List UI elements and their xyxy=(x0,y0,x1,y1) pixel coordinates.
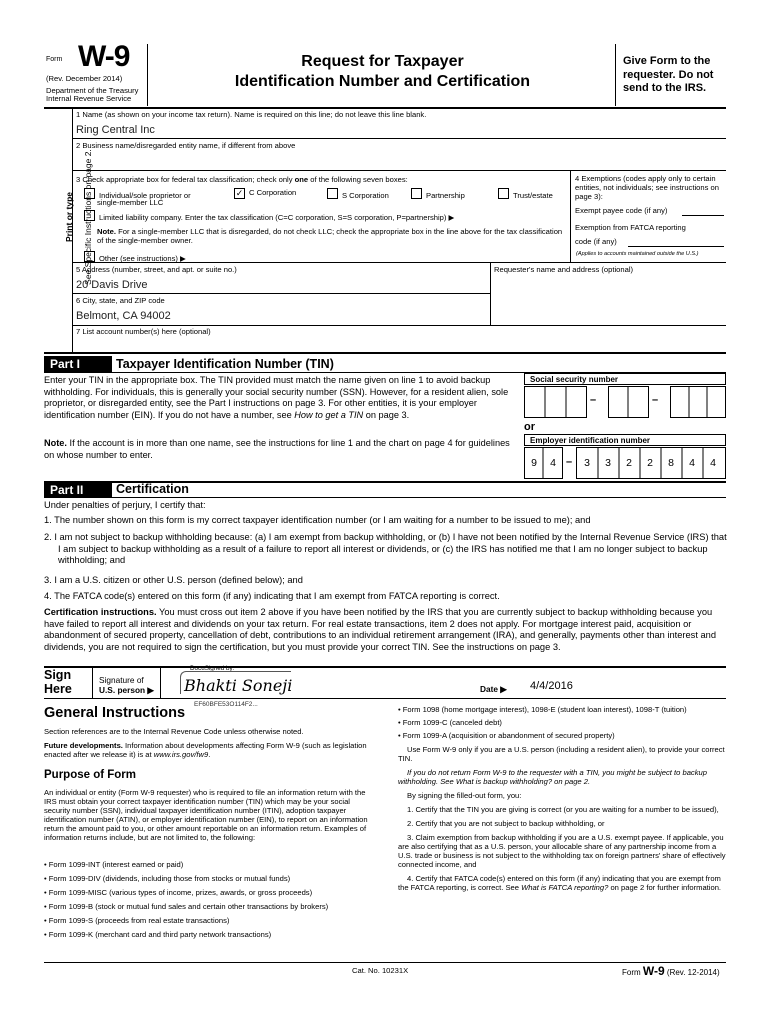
footer-form-id: Form W-9 (Rev. 12-2014) xyxy=(622,964,720,978)
c-corp-checkbox[interactable]: ✓ C Corporation xyxy=(235,188,297,198)
part2-title: Certification xyxy=(116,482,189,496)
ein-field[interactable]: 9 4 – 3 3 2 2 8 4 4 xyxy=(524,447,726,479)
line1-label: 1 Name (as shown on your income tax return). Name is required on this line; do not leave this line blank. xyxy=(76,110,427,119)
cert-item-2: 2. I am not subject to backup withholding because: (a) I am exempt from backup withholding, or (b) I have not been notified by the Internal Revenue Service (IRS) that I am subject to backup withholding as a result of a failure to report all interest or dividends, or (c) the IRS has notified me that I am no longer subject to backup withholding; and xyxy=(44,532,727,566)
envelope-id: EF60BFE53O114F2... xyxy=(194,701,258,708)
line6-label: 6 City, state, and ZIP code xyxy=(76,296,165,305)
list-item: • Form 1099-C (canceled debt) xyxy=(398,718,502,727)
reason-3: 3. Claim exemption from backup withholding if you are a U.S. exempt payee. If applicable, you are also certifying that as a U.S. person, your allocable share of any partnership income from a U.S. trade or business is not subject to the withholding tax on foreign partners' share of effectively connected income, and xyxy=(398,833,726,869)
give-form-note: Give Form to the requester. Do not send to the IRS. xyxy=(623,55,714,94)
date-field[interactable]: 4/4/2016 xyxy=(530,680,573,692)
exemptions-label: 4 Exemptions (codes apply only to certain entities, not individuals; see instructions on page 3): xyxy=(575,174,719,201)
form-revision: (Rev. December 2014) xyxy=(46,74,123,83)
ein-digit: 3 xyxy=(584,457,590,469)
list-item: • Form 1099-INT (interest earned or paid) xyxy=(44,860,184,869)
partnership-checkbox[interactable]: Partnership xyxy=(411,188,465,200)
other-checkbox[interactable]: Other (see instructions) ▶ xyxy=(84,251,186,263)
cert-item-3: 3. I am a U.S. citizen or other U.S. person (defined below); and xyxy=(44,575,303,585)
line3-label: 3 Check appropriate box for federal tax classification; check only one of the following seven boxes: xyxy=(76,175,408,184)
form-label: Form xyxy=(46,56,63,63)
general-instructions-heading: General Instructions xyxy=(44,705,186,721)
trust-estate-checkbox[interactable]: Trust/estate xyxy=(498,188,553,200)
cert-intro: Under penalties of perjury, I certify that: xyxy=(44,500,206,510)
line7-label: 7 List account number(s) here (optional) xyxy=(76,327,211,336)
reason-4: 4. Certify that FATCA code(s) entered on this form (if any) indicating that you are exempt from the FATCA reporting, is correct. See What is FATCA reporting? on page 2 for further information. xyxy=(398,874,722,892)
ein-digit: 2 xyxy=(647,457,653,469)
individual-label-2: single-member LLC xyxy=(97,198,164,207)
s-corp-checkbox[interactable]: S Corporation xyxy=(327,188,389,200)
ein-digit: 9 xyxy=(531,457,537,469)
ein-digit: 4 xyxy=(710,457,716,469)
ssn-label: Social security number xyxy=(524,373,726,385)
line5-label: 5 Address (number, street, and apt. or suite no.) xyxy=(76,265,237,274)
form-number: W-9 xyxy=(78,40,130,73)
list-item: • Form 1099-S (proceeds from real estate transactions) xyxy=(44,916,230,925)
form-list-left xyxy=(44,860,374,944)
form-title: Request for Taxpayer Identification Number and Certification xyxy=(234,53,531,90)
ein-digit: 8 xyxy=(668,457,674,469)
business-name-field[interactable] xyxy=(76,155,676,167)
date-label: Date ▶ xyxy=(480,684,507,694)
tin-instructions: Enter your TIN in the appropriate box. The TIN provided must match the name given on line 1 to avoid backup withholding. For individuals, this is generally your social security number (SSN). However, for a resident alien, sole proprietor, or disregarded entity, see the Part I instructions on page 3. For other entities, it is your employer identification number (EIN). If you do not have a number, see How to get a TIN on page 3. xyxy=(44,375,509,420)
line2-label: 2 Business name/disregarded entity name, if different from above xyxy=(76,141,296,150)
if-not-return: If you do not return Form W-9 to the requester with a TIN, you might be subject to backup withholding. See What is backup withholding? on page 2. xyxy=(398,768,707,786)
department: Department of the Treasury Internal Revenue Service xyxy=(46,86,139,103)
cert-instructions: Certification instructions. You must cross out item 2 above if you have been notified by the IRS that you are currently subject to backup withholding because you have failed to report all interest and dividends on your tax return. For real estate transactions, item 2 does not apply. For mortgage interest paid, acquisition or abandonment of secured property, cancellation of debt, contributions to an individual retirement arrangement (IRA), and generally, payments other than interest and dividends, you are not required to sign the certification, but you must provide your correct TIN. See the instructions on page 3. xyxy=(44,607,717,652)
sign-here-label: Sign Here xyxy=(44,668,72,696)
city-state-zip-field[interactable]: Belmont, CA 94002 xyxy=(76,310,171,322)
signature-label: Signature of U.S. person ▶ xyxy=(99,675,154,695)
use-form: Use Form W-9 only if you are a U.S. person (including a resident alien), to provide your correct TIN. xyxy=(398,745,725,763)
ssn-field[interactable]: – – xyxy=(524,386,726,418)
reason-1: 1. Certify that the TIN you are giving is correct (or you are waiting for a number to be issued), xyxy=(407,805,719,814)
future-developments: Future developments. Information about developments affecting Form W-9 (such as legislation enacted after we release it) is at www.irs.gov/fw9. xyxy=(44,741,367,759)
or-label: or xyxy=(524,421,535,433)
side-instructions: Print or type See Specific Instructions on page 2. xyxy=(64,149,93,285)
applies-note: (Applies to accounts maintained outside the U.S.) xyxy=(576,251,699,257)
part1-title: Taxpayer Identification Number (TIN) xyxy=(116,357,334,371)
ein-digit: 4 xyxy=(550,457,556,469)
individual-checkbox[interactable]: Individual/sole proprietor or xyxy=(84,188,191,200)
reason-2: 2. Certify that you are not subject to backup withholding, or xyxy=(407,819,605,828)
exempt-payee-label: Exempt payee code (if any) xyxy=(575,206,668,215)
list-item: • Form 1099-A (acquisition or abandonment of secured property) xyxy=(398,731,615,740)
ein-label: Employer identification number xyxy=(524,434,726,446)
form-list-right xyxy=(398,705,726,897)
ein-digit: 4 xyxy=(689,457,695,469)
address-field[interactable]: 20 Davis Drive xyxy=(76,279,148,291)
purpose-heading: Purpose of Form xyxy=(44,769,137,781)
part2-tag: Part II xyxy=(44,482,112,498)
fatca-label-2: code (if any) xyxy=(575,237,617,246)
catalog-number: Cat. No. 10231X xyxy=(352,966,409,975)
ein-digit: 3 xyxy=(605,457,611,469)
list-item: • Form 1098 (home mortgage interest), 1098-E (student loan interest), 1098-T (tuition) xyxy=(398,705,687,714)
ein-digit: 2 xyxy=(626,457,632,469)
list-item: • Form 1099-K (merchant card and third party network transactions) xyxy=(44,930,272,939)
signature-field[interactable]: Bhakti Soneji xyxy=(184,676,293,695)
list-item: • Form 1099-B (stock or mutual fund sales and certain other transactions by brokers) xyxy=(44,902,329,911)
tin-note: Note. If the account is in more than one name, see the instructions for line 1 and the chart on page 4 for guidelines on whose number to enter. xyxy=(44,438,510,460)
purpose-text: An individual or entity (Form W-9 requester) who is required to file an information return with the IRS must obtain your correct taxpayer identification number (TIN) which may be your social security number (SSN), individual taxpayer identification number (ITIN), adoption taxpayer identification number (ATIN), or employer identification number (EIN), to report on an information return the amount paid to you, or other amount reportable on an information return. Examples of information returns include, but are not limited to, the following: xyxy=(44,788,368,842)
llc-note: Note. For a single-member LLC that is disregarded, do not check LLC; check the appropriate box in the line above for the tax classification of the single-member owner. xyxy=(97,227,563,245)
list-item: • Form 1099-DIV (dividends, including those from stocks or mutual funds) xyxy=(44,874,291,883)
exempt-payee-field[interactable] xyxy=(682,215,724,216)
requester-label: Requester's name and address (optional) xyxy=(494,265,634,274)
cert-item-1: 1. The number shown on this form is my correct taxpayer identification number (or I am waiting for a number to be issued to me); and xyxy=(44,515,591,525)
cert-item-4: 4. The FATCA code(s) entered on this form (if any) indicating that I am exempt from FATCA reporting is correct. xyxy=(44,591,500,601)
docusigned-label: DocuSigned by: xyxy=(190,665,235,672)
name-field[interactable]: Ring Central Inc xyxy=(76,124,155,136)
part1-tag: Part I xyxy=(44,356,112,372)
fatca-field[interactable] xyxy=(628,246,724,247)
fatca-label: Exemption from FATCA reporting xyxy=(575,223,686,232)
llc-checkbox[interactable]: Limited liability company. Enter the tax classification (C=C corporation, S=S corporation, P=partnership) ▶ xyxy=(84,210,454,222)
by-signing: By signing the filled-out form, you: xyxy=(407,791,522,800)
section-refs: Section references are to the Internal Revenue Code unless otherwise noted. xyxy=(44,727,304,736)
list-item: • Form 1099-MISC (various types of income, prizes, awards, or gross proceeds) xyxy=(44,888,313,897)
